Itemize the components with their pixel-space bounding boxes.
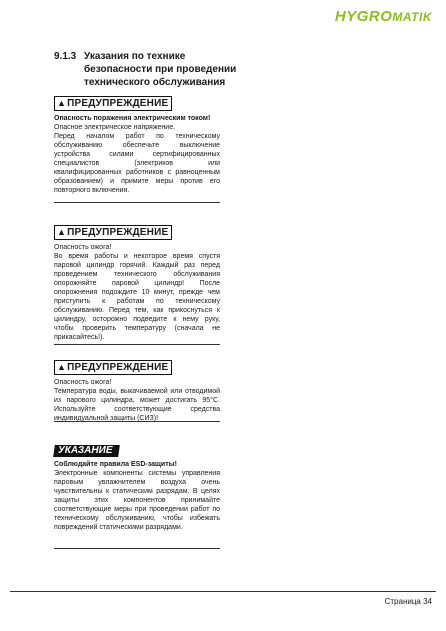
note-block-esd (54, 440, 220, 532)
warning-label: ▲ПРЕДУПРЕЖДЕНИЕ (54, 360, 172, 375)
divider (54, 548, 220, 549)
warning-triangle-icon: ▲ (57, 362, 67, 372)
note-body: Электронные компоненты системы управления паровым увлажнителем воздуха очень чувствительны к статическим разрядам. В целях защиты этих компонентов принимайте соответствующие меры при проведении работ по техническому обслуживанию, чтобы избежать повреждений статическими разрядами. (54, 470, 220, 531)
page-number: Страница 34 (384, 597, 432, 606)
divider (54, 421, 220, 422)
warning-body: Опасность ожога! Температура воды, выкачиваемой или отводимой из парового цилиндра, может достигать 95°C. Используйте соответствующие средства индивидуальной защиты (СИЗ)! (54, 379, 220, 422)
divider (54, 344, 220, 345)
section-number: 9.1.3 (54, 51, 77, 62)
warning-body: Опасное электрическое напряжение. Перед началом работ по техническому обслуживанию обеспечьте выключение устройства силами сертифицированных специалистов (электриков или квалифицированных работников с равноценным образованием) и примите меры против его повторного включения. (54, 124, 220, 194)
warning-label: ▲ПРЕДУПРЕЖДЕНИЕ (54, 225, 172, 240)
warning-block-burn-water (54, 357, 220, 423)
divider (54, 202, 220, 203)
warning-body: Опасность ожога! Во время работы и некоторое время спустя паровой цилиндр горячий. Каждый раз перед проведением технического обслуживания опорожняйте паровой цилиндр! После опорожнения подождите 10 минут, прежде чем приступить к работам по техническому обслуживанию. Перед тем, как прикоснуться к цилиндру, осторожно подведите к нему руку, чтобы проверить температуру (сначала не прикасайтесь!). (54, 244, 220, 341)
hygromatik-logo: HYGROMATIK (334, 8, 432, 25)
warning-label: ▲ПРЕДУПРЕЖДЕНИЕ (54, 96, 172, 111)
warning-bold-line: Опасность поражения электрическим током! (54, 115, 211, 122)
note-label: УКАЗАНИЕ (53, 445, 119, 457)
section-heading (54, 50, 239, 89)
warning-triangle-icon: ▲ (57, 227, 67, 237)
section-title: Указания по технике безопасности при проведении технического обслуживания (84, 51, 237, 88)
note-bold-line: Соблюдайте правила ESD-защиты! (54, 461, 177, 468)
warning-block-burn-cylinder (54, 222, 220, 342)
warning-block-electric (54, 93, 220, 195)
warning-triangle-icon: ▲ (57, 98, 67, 108)
footer-divider (10, 591, 436, 592)
